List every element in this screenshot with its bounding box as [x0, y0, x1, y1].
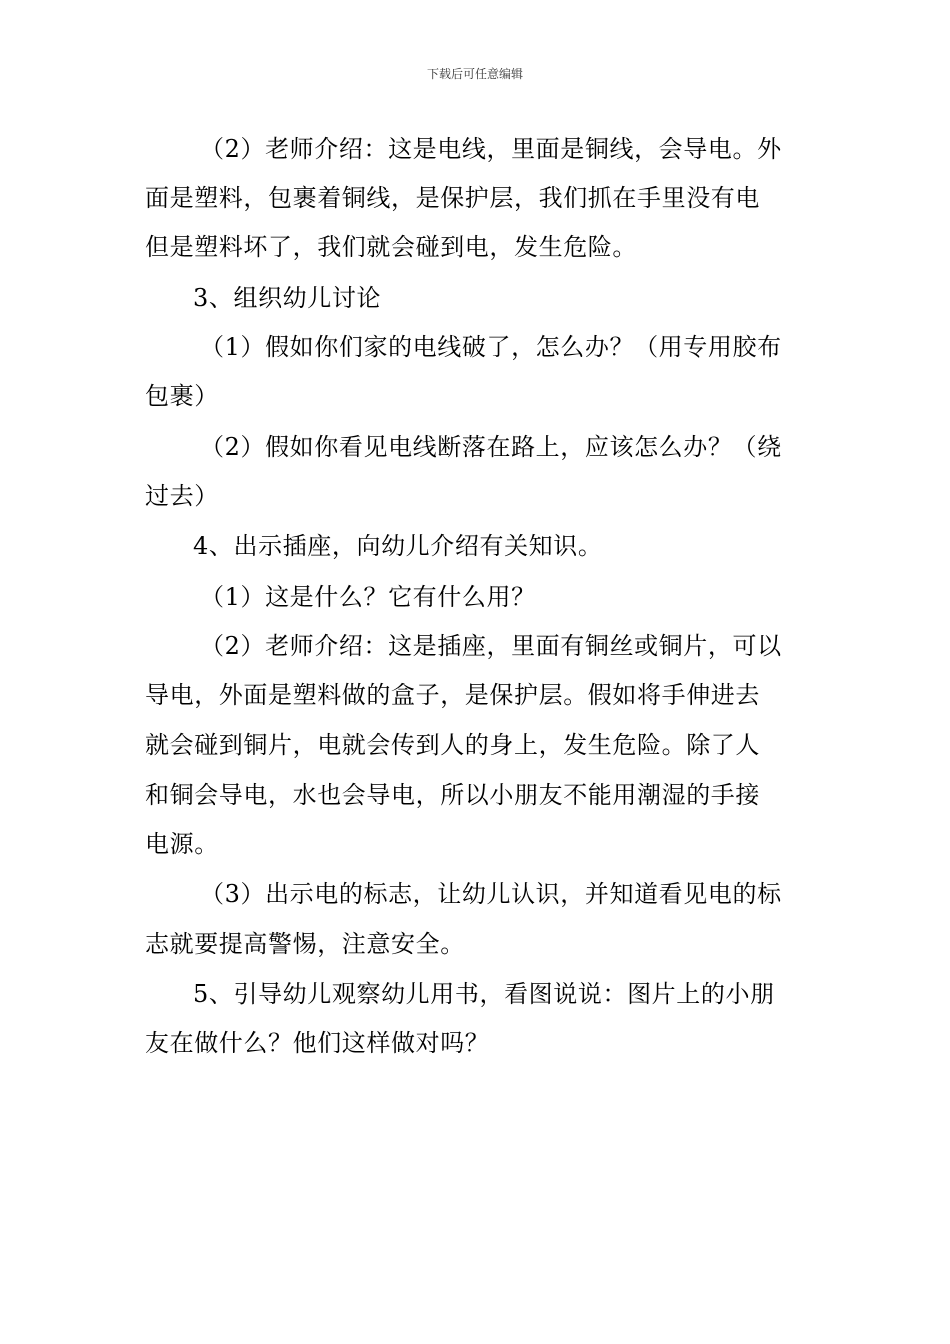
text-line: 面是塑料，包裹着铜线，是保护层，我们抓在手里没有电	[145, 184, 760, 212]
text-line: （3）出示电的标志，让幼儿认识，并知道看见电的标	[200, 880, 782, 908]
text-line: 包裹）	[145, 382, 219, 410]
text-line: 5、引导幼儿观察幼儿用书，看图说说：图片上的小朋	[193, 980, 775, 1008]
text-line: 导电，外面是塑料做的盒子，是保护层。假如将手伸进去	[145, 681, 760, 709]
text-line: 3、组织幼儿讨论	[193, 284, 382, 312]
text-line: 过去）	[145, 482, 219, 510]
text-line: 友在做什么？他们这样做对吗？	[145, 1029, 490, 1057]
text-line: 但是塑料坏了，我们就会碰到电，发生危险。	[145, 233, 637, 261]
page-header: 下载后可任意编辑	[426, 67, 523, 81]
text-line: （2）老师介绍：这是电线，里面是铜线，会导电。外	[200, 135, 782, 163]
text-line: 志就要提高警惕，注意安全。	[145, 930, 465, 958]
text-line: （2）假如你看见电线断落在路上，应该怎么办？（绕	[200, 433, 782, 461]
text-line: 4、出示插座，向幼儿介绍有关知识。	[193, 532, 603, 560]
text-line: （1）假如你们家的电线破了，怎么办？（用专用胶布	[200, 333, 782, 361]
text-line: （2）老师介绍：这是插座，里面有铜丝或铜片，可以	[200, 632, 782, 660]
text-line: （1）这是什么？它有什么用？	[200, 583, 536, 611]
text-line: 和铜会导电，水也会导电，所以小朋友不能用潮湿的手接	[145, 781, 760, 809]
text-line: 就会碰到铜片，电就会传到人的身上，发生危险。除了人	[145, 731, 760, 759]
text-line: 电源。	[145, 830, 219, 858]
